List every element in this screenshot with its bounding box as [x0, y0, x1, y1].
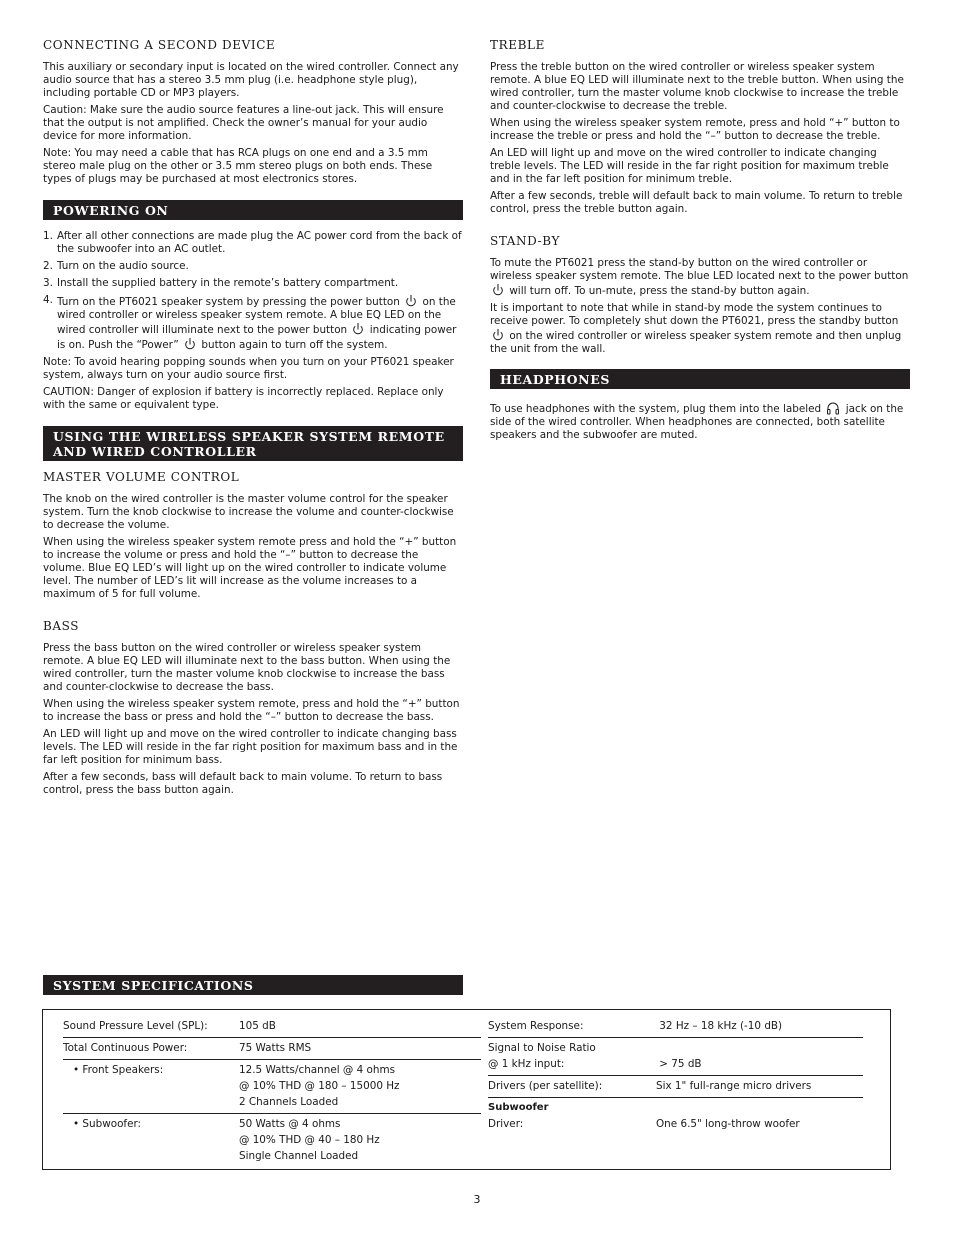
heading-connecting: CONNECTING A SECOND DEVICE [43, 38, 276, 52]
specs-left-column [63, 1016, 481, 1167]
heading-standby: STAND-BY [490, 234, 560, 248]
section-system-specifications [43, 975, 463, 995]
paragraph: Caution: Make sure the audio source features a line-out jack. This will ensure that the output is not amplified. Check the owner’s manual for your audio device for more information. [43, 104, 444, 142]
headphones-icon [826, 401, 840, 415]
section-bass [43, 619, 463, 797]
paragraph: When using the wireless speaker system remote press and hold the “+” button to increase the volume or press and hold the “–” button to decrease the volume. Blue EQ LED’s will light up on the wired controller to indicate volume level. The number of LED’s lit will increase as the volume increases to a maximum of 5 for full volume. [43, 536, 457, 600]
specs-table [42, 1009, 891, 1170]
table-row: Drivers (per satellite): Six 1" full-range micro drivers [488, 1076, 863, 1098]
heading-headphones: HEADPHONES [490, 369, 910, 389]
heading-powering-on: POWERING ON [43, 200, 463, 220]
paragraph: To use headphones with the system, plug them into the labeled jack on the side of the wired controller. When headphones are connected, both satellite speakers and the subwoofer are muted. [490, 403, 904, 441]
table-row: System Response: 32 Hz – 18 kHz (-10 dB) [488, 1016, 863, 1038]
heading-master-volume: MASTER VOLUME CONTROL [43, 470, 240, 484]
heading-bass: BASS [43, 619, 80, 633]
section-using-remote [43, 426, 463, 461]
section-powering-on [43, 200, 463, 412]
specs-right-column [488, 1016, 863, 1135]
left-column [43, 38, 463, 801]
table-row: Total Continuous Power: 75 Watts RMS [63, 1038, 481, 1060]
paragraph: Press the treble button on the wired controller or wireless speaker system remote. A blue EQ LED will illuminate next to the treble button. When using the wired controller, turn the master volume knob clockwise to increase the treble and counter-clockwise to decrease the treble. [490, 61, 904, 112]
section-master-volume [43, 470, 463, 601]
paragraph: Press the bass button on the wired controller or wireless speaker system remote. A blue EQ LED will illuminate next to the bass button. When using the wired controller, turn the master volume knob clockwise to increase the bass and counter-clockwise to decrease the bass. [43, 642, 451, 693]
section-connecting-second-device [43, 38, 463, 186]
table-row: Sound Pressure Level (SPL): 105 dB [63, 1016, 481, 1038]
paragraph: When using the wireless speaker system remote, press and hold the “+” button to increase the bass or press and hold the “–” button to decrease the bass. [43, 698, 460, 723]
section-treble [490, 38, 910, 216]
section-standby [490, 234, 910, 356]
page-number: 3 [473, 1193, 481, 1206]
list-item: 3. Install the supplied battery in the remote’s battery compartment. [43, 277, 399, 289]
caution: CAUTION: Danger of explosion if battery is incorrectly replaced. Replace only with the same or equivalent type. [43, 386, 444, 411]
list-item: 4. Turn on the PT6021 speaker system by pressing the power button on the wired controller or wireless speaker system remote. A blue EQ LED on the wired controller will illuminate next to the power button indicating power is on. Push the “Power” button again to turn off the system. [43, 294, 457, 351]
note: Note: To avoid hearing popping sounds when you turn on your PT6021 speaker system, always turn on your audio source first. [43, 356, 454, 381]
section-headphones [490, 369, 910, 442]
heading-using-remote: USING THE WIRELESS SPEAKER SYSTEM REMOTE AND WIRED CONTROLLER [43, 426, 463, 461]
power-icon [184, 337, 196, 351]
table-row: Signal to Noise Ratio @ 1 kHz input: > 75 dB [488, 1038, 863, 1076]
paragraph: Note: You may need a cable that has RCA plugs on one end and a 3.5 mm stereo male plug on the other or 3.5 mm stereo plugs on both ends. These types of plugs may be purchased at most electronics stores. [43, 147, 433, 185]
paragraph: An LED will light up and move on the wired controller to indicate changing treble levels. The LED will reside in the far right position for maximum treble and in the far left position for minimum treble. [490, 147, 889, 185]
power-icon [492, 328, 504, 342]
power-icon [492, 283, 504, 297]
heading-system-specifications: SYSTEM SPECIFICATIONS [43, 975, 463, 995]
heading-treble: TREBLE [490, 38, 545, 52]
paragraph: When using the wireless speaker system remote, press and hold “+” button to increase the treble or press and hold the “–” button to decrease the treble. [490, 117, 900, 142]
list-item: 2. Turn on the audio source. [43, 260, 189, 272]
paragraph: An LED will light up and move on the wired controller to indicate changing bass levels. The LED will reside in the far right position for maximum bass and in the far left position for minimum bass. [43, 728, 458, 766]
power-icon [405, 294, 417, 308]
list-item: 1. After all other connections are made plug the AC power cord from the back of the subwoofer into an AC outlet. [43, 230, 462, 255]
paragraph: After a few seconds, treble will default back to main volume. To return to treble control, press the treble button again. [490, 190, 903, 215]
power-icon [352, 322, 364, 336]
steps-list [43, 230, 463, 352]
paragraph: It is important to note that while in stand-by mode the system continues to receive power. To completely shut down the PT6021, press the standby button on the wired controller or wireless speaker system remote and then unplug the unit from the wall. [490, 302, 902, 355]
paragraph: The knob on the wired controller is the master volume control for the speaker system. Turn the knob clockwise to increase the volume and counter-clockwise to decrease the volume. [43, 493, 454, 531]
table-row: • Front Speakers: 12.5 Watts/channel @ 4 ohms @ 10% THD @ 180 – 15000 Hz 2 Channels Loaded [63, 1060, 481, 1114]
paragraph: After a few seconds, bass will default back to main volume. To return to bass control, press the bass button again. [43, 771, 443, 796]
table-row: • Subwoofer: 50 Watts @ 4 ohms @ 10% THD @ 40 – 180 Hz Single Channel Loaded [73, 1118, 380, 1162]
paragraph: To mute the PT6021 press the stand-by button on the wired controller or wireless speaker system remote. The blue LED located next to the power button will turn off. To un-mute, press the stand-by button again. [490, 257, 909, 297]
right-column [490, 38, 910, 446]
paragraph: This auxiliary or secondary input is located on the wired controller. Connect any audio source that has a stereo 3.5 mm plug (i.e. headphone style plug), including portable CD or MP3 players. [43, 61, 459, 99]
table-row: Subwoofer Driver: One 6.5" long-throw woofer [488, 1102, 800, 1130]
